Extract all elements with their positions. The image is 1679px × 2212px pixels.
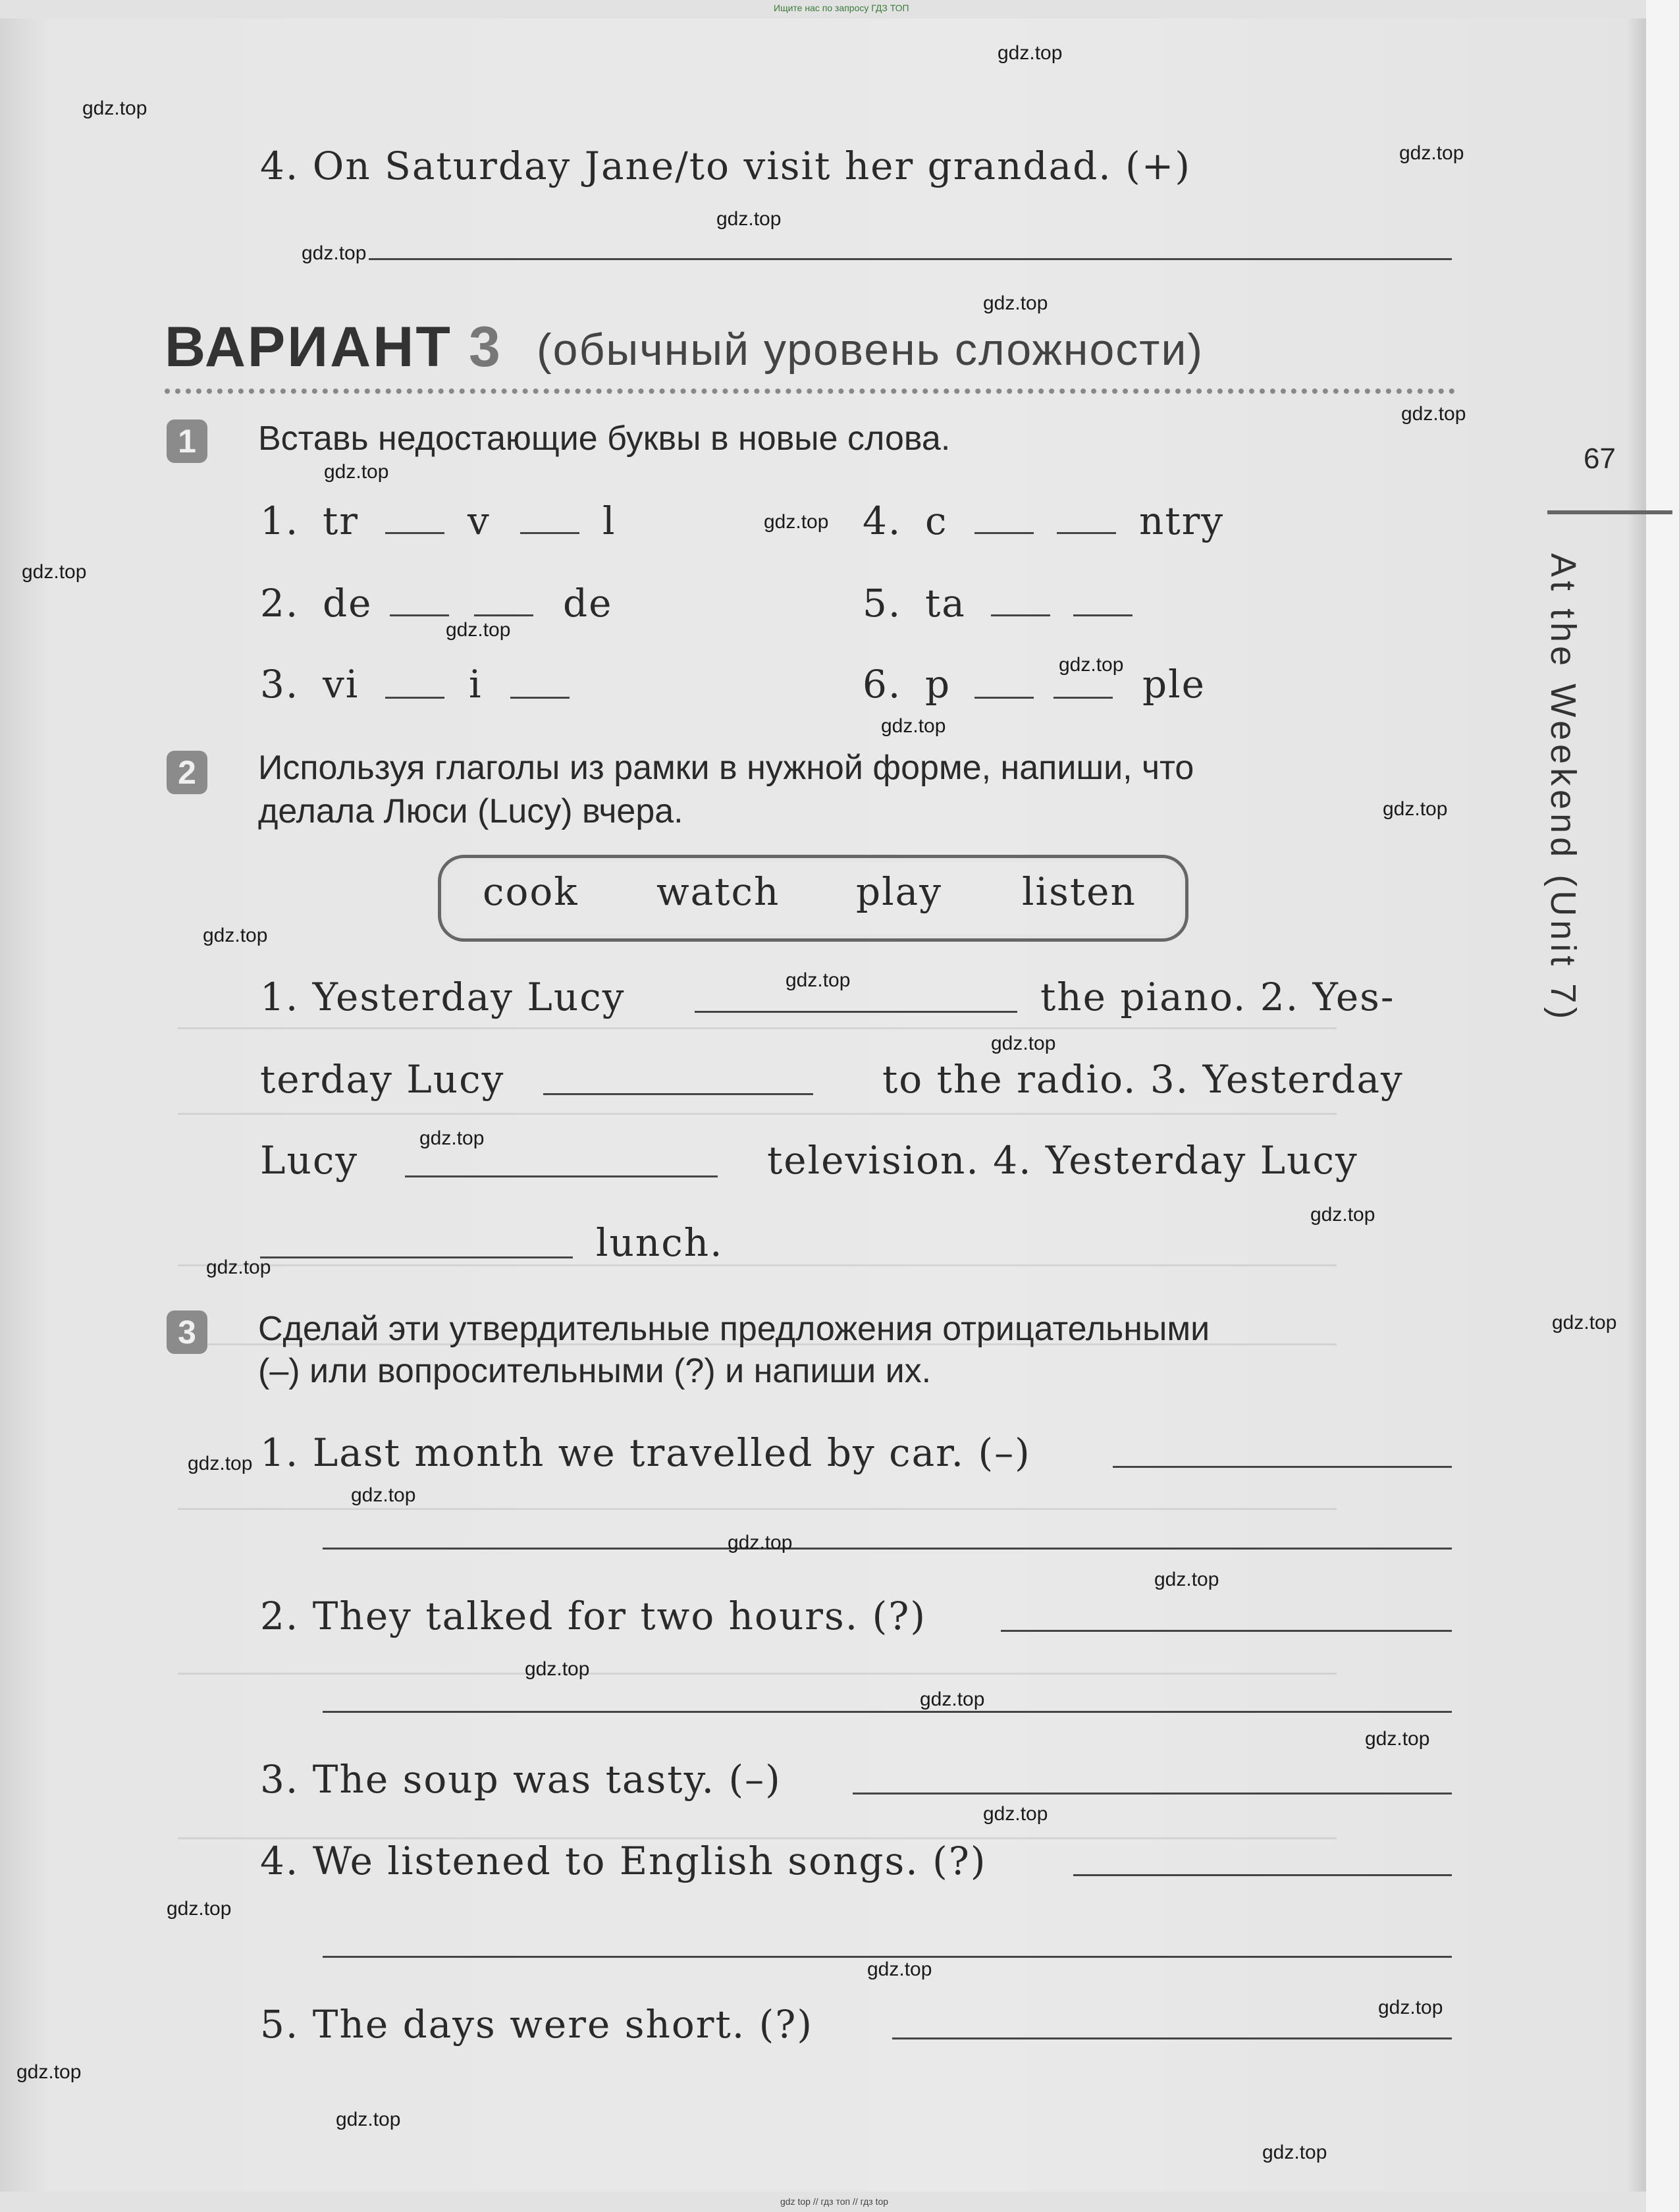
letter-blank[interactable] bbox=[390, 614, 449, 616]
word-part: c bbox=[925, 499, 948, 543]
watermark: gdz.top bbox=[1059, 654, 1124, 676]
letter-blank[interactable] bbox=[991, 614, 1050, 616]
watermark: gdz.top bbox=[351, 1484, 416, 1506]
verb-play: play bbox=[856, 869, 943, 914]
letter-blank[interactable] bbox=[510, 697, 570, 699]
task3-answer-inline-2[interactable] bbox=[1001, 1630, 1452, 1632]
task3-item-4: 4. We listened to English songs. (?) bbox=[260, 1839, 987, 1883]
word-part: de bbox=[563, 581, 613, 626]
watermark: gdz.top bbox=[920, 1688, 985, 1710]
task2-line3-end: television. 4. Yesterday Lucy bbox=[767, 1138, 1358, 1183]
variant-level: (обычный уровень сложности) bbox=[537, 325, 1204, 375]
watermark: gdz.top bbox=[1378, 1997, 1443, 2018]
letter-blank[interactable] bbox=[385, 532, 444, 534]
watermark: gdz.top bbox=[1401, 403, 1466, 425]
watermark: gdz.top bbox=[419, 1127, 485, 1149]
task2-answer-blank-1[interactable] bbox=[695, 1011, 1017, 1013]
item-number: 6. bbox=[863, 662, 902, 707]
task2-answer-blank-3[interactable] bbox=[405, 1175, 718, 1177]
task2-line3-start: Lucy bbox=[260, 1138, 359, 1183]
watermark: gdz.top bbox=[983, 292, 1048, 314]
watermark: gdz.top bbox=[991, 1033, 1056, 1054]
watermark: gdz.top bbox=[881, 715, 946, 737]
verb-cook: cook bbox=[483, 869, 579, 914]
task3-item-1: 1. Last month we travelled by car. (–) bbox=[260, 1430, 1031, 1475]
variant-number: 3 bbox=[469, 315, 502, 379]
letter-blank[interactable] bbox=[1073, 614, 1133, 616]
watermark: gdz.top bbox=[203, 925, 268, 946]
task2-answer-blank-2[interactable] bbox=[543, 1093, 813, 1095]
variant-title: ВАРИАНТ bbox=[165, 315, 452, 379]
page-edge-shadow bbox=[1626, 18, 1647, 2192]
word-part: ntry bbox=[1139, 499, 1225, 543]
item-number: 4. bbox=[863, 499, 902, 543]
task3-instruction-line1: Сделай эти утвердительные предложения отрицательными bbox=[258, 1310, 1210, 1348]
watermark: gdz.top bbox=[446, 619, 511, 641]
task2-instruction-line2: делала Люси (Lucy) вчера. bbox=[258, 792, 683, 830]
word-part: l bbox=[602, 499, 616, 543]
letter-blank[interactable] bbox=[385, 697, 444, 699]
title-dotted-rule bbox=[165, 389, 1455, 394]
watermark: gdz.top bbox=[764, 511, 829, 533]
letter-blank[interactable] bbox=[974, 697, 1034, 699]
task2-answer-blank-4[interactable] bbox=[260, 1256, 573, 1258]
item-number: 3. bbox=[260, 662, 300, 707]
task3-number-badge: 3 bbox=[167, 1310, 207, 1354]
side-rule bbox=[1547, 510, 1672, 514]
word-part: de bbox=[323, 581, 373, 626]
watermark: gdz.top bbox=[728, 1532, 793, 1553]
header-note: Ищите нас по запросу ГДЗ ТОП bbox=[774, 3, 909, 13]
verb-listen: listen bbox=[1022, 869, 1136, 914]
watermark: gdz.top bbox=[22, 561, 87, 583]
watermark: gdz.top bbox=[1552, 1312, 1617, 1334]
item-number: 5. bbox=[863, 581, 902, 626]
word-part: p bbox=[925, 662, 951, 707]
task2-instruction-line1: Используя глаголы из рамки в нужной форме, напиши, что bbox=[258, 749, 1194, 787]
word-part: vi bbox=[323, 662, 360, 707]
watermark: gdz.top bbox=[1399, 142, 1464, 164]
page-number: 67 bbox=[1584, 443, 1616, 475]
unit-side-title: At the Weekend (Unit 7) bbox=[1543, 553, 1583, 1023]
watermark: gdz.top bbox=[867, 1958, 932, 1980]
task3-answer-inline-4[interactable] bbox=[1073, 1874, 1452, 1876]
watermark: gdz.top bbox=[998, 42, 1063, 64]
watermark: gdz.top bbox=[786, 969, 851, 991]
task2-line1-end: the piano. 2. Yes- bbox=[1040, 975, 1395, 1019]
task3-answer-line-1[interactable] bbox=[323, 1548, 1452, 1550]
letter-blank[interactable] bbox=[974, 532, 1034, 534]
watermark: gdz.top bbox=[716, 208, 782, 230]
letter-blank[interactable] bbox=[520, 532, 579, 534]
prev-item-text: 4. On Saturday Jane/to visit her grandad. (+) bbox=[260, 144, 1192, 188]
task1-instruction: Вставь недостающие буквы в новые слова. bbox=[258, 419, 951, 458]
task3-answer-line-4[interactable] bbox=[323, 1956, 1452, 1958]
watermark: gdz.top bbox=[1310, 1204, 1375, 1226]
watermark: gdz.top bbox=[1383, 798, 1448, 820]
task2-line1-start: 1. Yesterday Lucy bbox=[260, 975, 626, 1019]
watermark: gdz.top bbox=[82, 97, 147, 119]
letter-blank[interactable] bbox=[1053, 697, 1113, 699]
task3-instruction-line2: (–) или вопросительными (?) и напиши их. bbox=[258, 1352, 932, 1390]
watermark: gdz.top bbox=[188, 1453, 253, 1474]
word-part: i bbox=[469, 662, 483, 707]
word-part: ta bbox=[925, 581, 966, 626]
task2-line4-end: lunch. bbox=[596, 1220, 724, 1265]
task3-item-3: 3. The soup was tasty. (–) bbox=[260, 1757, 782, 1802]
task2-number-badge: 2 bbox=[167, 751, 207, 794]
letter-blank[interactable] bbox=[1057, 532, 1116, 534]
task3-item-2: 2. They talked for two hours. (?) bbox=[260, 1594, 927, 1638]
task3-item-5: 5. The days were short. (?) bbox=[260, 2002, 814, 2047]
task2-line2-end: to the radio. 3. Yesterday bbox=[882, 1057, 1404, 1102]
task1-number-badge: 1 bbox=[167, 419, 207, 463]
page-margin bbox=[1646, 0, 1679, 2212]
watermark: gdz.top bbox=[525, 1658, 590, 1680]
task2-line2-start: terday Lucy bbox=[260, 1057, 505, 1102]
watermark: gdz.top bbox=[336, 2109, 401, 2130]
watermark: gdz.top bbox=[324, 461, 389, 483]
item-number: 2. bbox=[260, 581, 300, 626]
item-number: 1. bbox=[260, 499, 300, 543]
watermark: gdz.top bbox=[1365, 1728, 1430, 1750]
verb-watch: watch bbox=[656, 869, 780, 914]
watermark: gdz.top bbox=[302, 242, 367, 264]
letter-blank[interactable] bbox=[474, 614, 533, 616]
task3-answer-inline-5[interactable] bbox=[892, 2037, 1452, 2039]
task3-answer-line-2[interactable] bbox=[323, 1711, 1452, 1713]
watermark: gdz.top bbox=[1262, 2142, 1327, 2163]
word-part: tr bbox=[323, 499, 360, 543]
word-part: ple bbox=[1142, 662, 1206, 707]
watermark: gdz.top bbox=[16, 2061, 82, 2083]
word-part: v bbox=[467, 499, 491, 543]
footer-note: gdz top // гдз топ // гдз top bbox=[780, 2196, 889, 2207]
watermark: gdz.top bbox=[167, 1898, 232, 1920]
watermark: gdz.top bbox=[206, 1256, 271, 1278]
prev-item-answer-line bbox=[369, 258, 1452, 260]
watermark: gdz.top bbox=[983, 1803, 1048, 1825]
watermark: gdz.top bbox=[1154, 1569, 1219, 1590]
task3-answer-inline-3[interactable] bbox=[853, 1793, 1452, 1794]
task3-answer-inline-1[interactable] bbox=[1113, 1466, 1452, 1468]
